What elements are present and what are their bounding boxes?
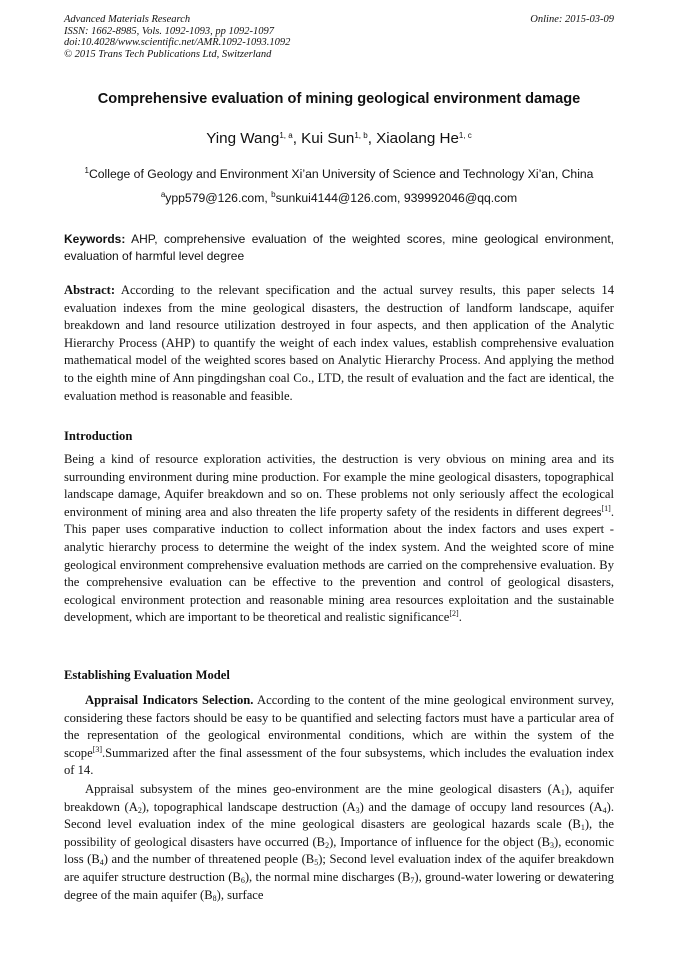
author-list xyxy=(0,130,678,147)
subscript: 7 xyxy=(410,875,415,885)
subscript: 5 xyxy=(314,858,319,868)
paragraph-text: ) and the number of threatened people (B xyxy=(103,852,315,867)
author-affil-sup: 1, b xyxy=(354,131,368,140)
affiliation xyxy=(0,167,678,181)
paragraph-text: . This paper uses comparative induction to collect information about the index factors and uses expert - analytic hierarchy process to determine the weight of the index system. And the weighted score of mine geological environment comprehensive evaluation methods are carried on the comprehensive evaluation. By the comprehensive evaluation can be effective to the prevention and control of geological disasters, ecological environment protection and reasonable mining area resources exploitation and the sustainable development, which are important to be theoretical and realistic significance xyxy=(64,504,614,625)
email-text: sunkui4144@126.com, 939992046@qq.com xyxy=(275,191,518,205)
paragraph-text: ), surface xyxy=(216,887,264,902)
author-separator: , xyxy=(292,130,302,147)
paragraph-text: .Summarized after the final assessment of the four subsystems, which includes the evaluation index of 14. xyxy=(64,745,614,778)
author-separator: , xyxy=(367,130,377,147)
subscript: 1 xyxy=(560,788,565,797)
email-sup: a xyxy=(160,190,166,199)
paragraph-text: ). Second level evaluation index of the mine geological disasters are geological hazards scale (B xyxy=(64,799,614,832)
keywords-label: Keywords: xyxy=(64,232,126,246)
subsystem-paragraph xyxy=(64,781,614,904)
author-emails xyxy=(0,191,678,205)
paragraph-text: ), the normal mine discharges (B xyxy=(244,869,411,884)
citation-ref: [2] xyxy=(449,609,459,619)
email-text: ypp579@126.com, xyxy=(165,191,272,205)
subscript: 6 xyxy=(240,875,245,885)
paragraph-text: ), economic loss (B xyxy=(64,834,614,867)
copyright-line: © 2015 Trans Tech Publications Ltd, Switzerland xyxy=(64,48,272,60)
paper-title: Comprehensive evaluation of mining geological environment damage xyxy=(97,91,581,107)
subscript: 8 xyxy=(212,893,217,903)
appraisal-selection-paragraph xyxy=(64,692,614,780)
section-heading-establishing: Establishing Evaluation Model xyxy=(64,668,230,682)
affiliation-text: College of Geology and Environment Xi’an University of Science and Technology Xi’an, China xyxy=(88,167,594,181)
doi-line: doi:10.4028/www.scientific.net/AMR.1092-1093.1092 xyxy=(64,37,291,49)
paragraph-text: Appraisal subsystem of the mines geo-environment are the mine geological disasters (A xyxy=(85,782,561,796)
subscript: 3 xyxy=(355,805,360,815)
subscript: 3 xyxy=(550,840,555,850)
subscript: 4 xyxy=(99,858,104,868)
email-sup: b xyxy=(271,190,276,199)
keywords-text: AHP, comprehensive evaluation of the weighted scores, mine geological environment, evaluation of harmful level degree xyxy=(64,232,614,263)
paragraph-text: According to the content of the mine geological environment survey, considering these factors should be easy to be quantified and selecting factors must have a particular area of the representation of the geological environmental conditions, which are within the system of the scope xyxy=(64,693,614,760)
journal-name: Advanced Materials Research xyxy=(64,14,191,25)
paragraph-text: ), ground-water lowering or dewatering degree of the main aquifer (B xyxy=(64,869,614,902)
journal-header xyxy=(64,14,290,60)
author-name: Ying Wang xyxy=(206,130,280,147)
paragraph-text: ), Importance of influence for the object (B xyxy=(329,834,551,849)
author-affil-sup: 1, a xyxy=(279,131,293,140)
subscript: 1 xyxy=(580,823,585,833)
subscript: 2 xyxy=(137,805,142,815)
subsection-label: Appraisal Indicators Selection. xyxy=(85,693,254,707)
issn-line: ISSN: 1662-8985, Vols. 1092-1093, pp 1092-1097 xyxy=(64,25,274,37)
abstract-text: According to the relevant specification and the actual survey results, this paper selects 14 evaluation indexes from the mine geological disasters, the destruction of landform landscape, aquifer breakdown and land resource utilization destroyed in four aspects, and then application of the Analytic Hierarchy Process (AHP) to quantify the weight of each index values, establish comprehensive evaluation mathematical model of the weighted scores based on Analytic Hierarchy Process. And applying the method to the eighth mine of Ann pingdingshan coal Co., LTD, the result of evaluation and the fact are identical, the evaluation method is reasonable and feasible. xyxy=(64,283,614,403)
citation-ref: [1] xyxy=(601,503,611,513)
affiliation-sup: 1 xyxy=(84,166,89,175)
author-name: Kui Sun xyxy=(301,130,355,147)
online-date: Online: 2015-03-09 xyxy=(530,14,614,25)
abstract-label: Abstract: xyxy=(64,283,116,297)
author-affil-sup: 1, c xyxy=(458,131,472,140)
introduction-paragraph xyxy=(64,451,614,627)
abstract xyxy=(64,282,614,405)
paragraph-text: . xyxy=(458,610,462,625)
paragraph-text: Being a kind of resource exploration activities, the destruction is very obvious on mining area and its surrounding environment during mine production. For example the mine geological disasters, topographical landscape damage, Aquifer breakdown and so on. These problems not only seriously affect the ecological environment of mining area and also threaten the life property safety of the residents in different degrees xyxy=(64,452,614,519)
citation-ref: [3] xyxy=(92,744,103,754)
paragraph-text: ); Second level evaluation index of the aquifer breakdown are aquifer structure destruction (B xyxy=(64,852,614,884)
subscript: 2 xyxy=(325,840,330,850)
paragraph-text: ), aquifer breakdown (A xyxy=(64,782,614,814)
paragraph-text: ), the possibility of geological disasters have occurred (B xyxy=(64,817,614,849)
paragraph-text: ), topographical landscape destruction (A xyxy=(141,799,356,814)
keywords xyxy=(64,231,614,264)
subscript: 4 xyxy=(602,805,607,815)
author-name: Xiaolang He xyxy=(376,130,459,147)
section-heading-introduction: Introduction xyxy=(64,429,133,443)
paragraph-text: ) and the damage of occupy land resources (A xyxy=(359,799,603,814)
